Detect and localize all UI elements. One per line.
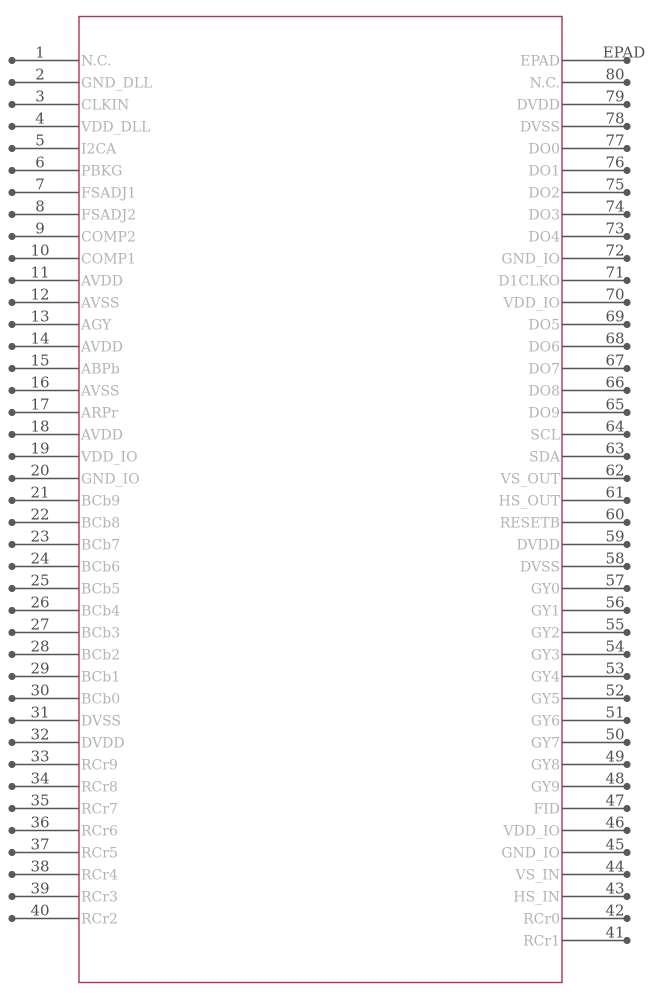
pin-number: 33 (30, 747, 50, 766)
pin-number: 20 (30, 461, 50, 480)
pin-name: DO6 (528, 339, 560, 356)
pin-name: RCr2 (81, 911, 118, 928)
pin-number: 65 (605, 395, 625, 414)
pin-name: VS_OUT (500, 471, 560, 488)
pin-name: GND_IO (501, 845, 560, 862)
pin-name: DO2 (528, 185, 560, 202)
pin-number: 31 (30, 703, 50, 722)
pin-terminal-dot (8, 717, 15, 724)
pin-name: FSADJ1 (81, 185, 137, 202)
pin-number: 79 (605, 87, 625, 106)
pin-name: RCr5 (81, 845, 118, 862)
pin-number: 29 (30, 659, 50, 678)
pin-terminal-dot (8, 783, 15, 790)
pin-number: 16 (30, 373, 50, 392)
pin-number: 18 (30, 417, 50, 436)
pin-number: 68 (605, 329, 625, 348)
pin-name: AVDD (81, 339, 123, 356)
pin-name: GY5 (530, 691, 560, 708)
pin-number: 75 (605, 175, 625, 194)
pin-terminal-dot (8, 827, 15, 834)
pin-number: 7 (35, 175, 45, 194)
pin-terminal-dot (8, 739, 15, 746)
pin-number: 26 (30, 593, 50, 612)
pin-terminal-dot (8, 255, 15, 262)
pin-name: DO0 (528, 141, 560, 158)
pin-number: 25 (30, 571, 50, 590)
pin-name: HS_IN (513, 889, 560, 906)
pin-name: D1CLKO (498, 273, 560, 290)
pin-number: 24 (30, 549, 50, 568)
pin-name: GY6 (530, 713, 560, 730)
pin-number: 27 (30, 615, 50, 634)
pin-number: 74 (605, 197, 625, 216)
pin-name: DO8 (528, 383, 560, 400)
pin-name: DVSS (519, 119, 560, 136)
pin-name: VDD_IO (503, 295, 560, 312)
pin-name: VDD_DLL (81, 119, 151, 136)
pin-number: 9 (35, 219, 45, 238)
pin-terminal-dot (8, 211, 15, 218)
pin-name: ABPb (81, 361, 120, 378)
pin-name: BCb0 (81, 691, 121, 708)
pin-number: 6 (35, 153, 45, 172)
pin-name: BCb5 (81, 581, 121, 598)
pin-terminal-dot (8, 321, 15, 328)
pin-name: GY7 (530, 735, 560, 752)
pin-name: DO5 (528, 317, 560, 334)
pin-name: DO3 (528, 207, 560, 224)
pin-name: RESETB (499, 515, 560, 532)
pin-number: 48 (605, 769, 625, 788)
pin-name: GY9 (530, 779, 560, 796)
pin-number: 59 (605, 527, 625, 546)
pin-terminal-dot (8, 585, 15, 592)
pin-name: DO4 (528, 229, 560, 246)
pin-terminal-dot (8, 299, 15, 306)
pin-number: 12 (30, 285, 50, 304)
pin-number: 2 (35, 65, 45, 84)
pin-number: 11 (30, 263, 50, 282)
pin-terminal-dot (8, 563, 15, 570)
pin-name: RCr9 (81, 757, 118, 774)
pin-name: HS_OUT (498, 493, 560, 510)
pin-name: DO9 (528, 405, 560, 422)
pin-number: 56 (605, 593, 625, 612)
pin-number: 58 (605, 549, 625, 568)
pin-terminal-dot (8, 651, 15, 658)
pin-terminal-dot (8, 805, 15, 812)
pin-name: BCb4 (81, 603, 121, 620)
pin-number: 35 (30, 791, 50, 810)
pin-number: 69 (605, 307, 625, 326)
pin-name: FID (533, 801, 560, 818)
pin-number: 46 (605, 813, 625, 832)
pin-number: 22 (30, 505, 50, 524)
pin-number: 38 (30, 857, 50, 876)
pin-terminal-dot (8, 607, 15, 614)
pin-number: 30 (30, 681, 50, 700)
pin-name: GY1 (530, 603, 560, 620)
pin-number: 73 (605, 219, 625, 238)
pin-number: 40 (30, 901, 50, 920)
pin-number: 57 (605, 571, 625, 590)
pin-name: RCr3 (81, 889, 118, 906)
pin-terminal-dot (8, 343, 15, 350)
pin-number: 15 (30, 351, 50, 370)
pin-number: 50 (605, 725, 625, 744)
pin-name: AGY (81, 317, 112, 334)
pin-terminal-dot (8, 387, 15, 394)
pin-name: DVDD (516, 97, 560, 114)
pin-name: COMP2 (81, 229, 136, 246)
pin-number: 14 (30, 329, 50, 348)
pin-number: 45 (605, 835, 625, 854)
pin-number: 13 (30, 307, 50, 326)
pin-terminal-dot (8, 695, 15, 702)
pin-name: VDD_IO (503, 823, 560, 840)
pin-name: BCb7 (81, 537, 121, 554)
pin-number: 28 (30, 637, 50, 656)
pin-terminal-dot (8, 453, 15, 460)
right-pin-column (498, 44, 645, 950)
pin-number: 42 (605, 901, 625, 920)
pin-name: AVSS (81, 383, 120, 400)
pin-name: BCb2 (81, 647, 121, 664)
pin-name: DVSS (81, 713, 122, 730)
pin-number: 5 (35, 131, 45, 150)
pin-terminal-dot (8, 475, 15, 482)
pin-name: VDD_IO (81, 449, 138, 466)
pin-name: SCL (530, 427, 560, 444)
pin-terminal-dot (8, 893, 15, 900)
pin-terminal-dot (8, 409, 15, 416)
pin-name: PBKG (81, 163, 123, 180)
pin-terminal-dot (8, 57, 15, 64)
pin-terminal-dot (8, 101, 15, 108)
pin-terminal-dot (8, 629, 15, 636)
pin-name: RCr4 (81, 867, 118, 884)
pin-number: 78 (605, 109, 625, 128)
pin-name: BCb3 (81, 625, 121, 642)
pin-name: N.C. (81, 53, 112, 70)
pin-number: 37 (30, 835, 50, 854)
pin-name: RCr7 (81, 801, 118, 818)
pin-name: RCr6 (81, 823, 118, 840)
pin-name: BCb1 (81, 669, 121, 686)
pin-name: CLKIN (81, 97, 130, 114)
pin-number: 17 (30, 395, 50, 414)
pin-number: 70 (605, 285, 625, 304)
pin-terminal-dot (8, 79, 15, 86)
pin-terminal-dot (8, 497, 15, 504)
pin-number: 36 (30, 813, 50, 832)
pin-number: 64 (605, 417, 625, 436)
pin-number: 55 (605, 615, 625, 634)
pin-name: DVSS (519, 559, 560, 576)
pin-number: 80 (605, 65, 625, 84)
pin-terminal-dot (8, 233, 15, 240)
pin-name: GY0 (530, 581, 560, 598)
pin-number: 8 (35, 197, 45, 216)
pin-name: RCr1 (523, 933, 560, 950)
pin-number: 71 (605, 263, 625, 282)
pin-number: 54 (605, 637, 625, 656)
pin-name: DVDD (81, 735, 125, 752)
pin-name: RCr8 (81, 779, 118, 796)
pin-number: 49 (605, 747, 625, 766)
pin-name: FSADJ2 (81, 207, 137, 224)
pin-name: VS_IN (515, 867, 560, 884)
pin-name: N.C. (529, 75, 560, 92)
pin-epad (520, 44, 645, 70)
pin-terminal-dot (8, 871, 15, 878)
pin-number: 32 (30, 725, 50, 744)
pin-number: 23 (30, 527, 50, 546)
pin-1 (8, 44, 111, 70)
pin-name: EPAD (520, 53, 560, 70)
pin-number: 76 (605, 153, 625, 172)
pin-number: 66 (605, 373, 625, 392)
pin-terminal-dot (8, 541, 15, 548)
pin-number: 1 (35, 43, 45, 62)
pin-name: GND_DLL (81, 75, 153, 92)
pin-terminal-dot (8, 189, 15, 196)
pin-number: 62 (605, 461, 625, 480)
pin-terminal-dot (8, 167, 15, 174)
pin-number: 21 (30, 483, 50, 502)
pin-name: AVDD (81, 273, 123, 290)
pin-name: GY4 (530, 669, 560, 686)
pin-number: 61 (605, 483, 625, 502)
pin-terminal-dot (8, 915, 15, 922)
pin-name: GY2 (530, 625, 560, 642)
pin-number: 60 (605, 505, 625, 524)
pin-name: COMP1 (81, 251, 136, 268)
pin-number: 3 (35, 87, 45, 106)
pin-name: BCb8 (81, 515, 121, 532)
pin-name: GY3 (530, 647, 560, 664)
pin-number: 51 (605, 703, 625, 722)
pin-number: 63 (605, 439, 625, 458)
pin-terminal-dot (8, 145, 15, 152)
pin-name: AVDD (81, 427, 123, 444)
pin-name: SDA (529, 449, 560, 466)
pin-terminal-dot (8, 365, 15, 372)
pin-terminal-dot (8, 123, 15, 130)
pin-name: BCb6 (81, 559, 121, 576)
pin-terminal-dot (8, 761, 15, 768)
pin-terminal-dot (8, 673, 15, 680)
pin-number: 53 (605, 659, 625, 678)
pin-terminal-dot (8, 519, 15, 526)
pin-number: EPAD (602, 43, 646, 62)
pin-name: GND_IO (501, 251, 560, 268)
pin-number: 41 (605, 923, 625, 942)
pin-terminal-dot (8, 277, 15, 284)
pin-name: DO7 (528, 361, 560, 378)
pin-terminal-dot (8, 431, 15, 438)
pin-number: 52 (605, 681, 625, 700)
pin-number: 34 (30, 769, 50, 788)
pin-name: DVDD (516, 537, 560, 554)
pin-name: BCb9 (81, 493, 121, 510)
pin-number: 43 (605, 879, 625, 898)
pin-number: 39 (30, 879, 50, 898)
pin-number: 44 (605, 857, 625, 876)
pin-number: 4 (35, 109, 45, 128)
pin-number: 47 (605, 791, 625, 810)
ic-body-outline (79, 17, 562, 983)
pin-name: GND_IO (81, 471, 140, 488)
pin-name: I2CA (81, 141, 117, 158)
pin-number: 72 (605, 241, 625, 260)
pin-number: 19 (30, 439, 50, 458)
pin-number: 10 (30, 241, 50, 260)
pin-name: AVSS (81, 295, 120, 312)
pin-number: 77 (605, 131, 625, 150)
pin-name: GY8 (530, 757, 560, 774)
pin-name: RCr0 (523, 911, 560, 928)
pin-terminal-dot (8, 849, 15, 856)
left-pin-column (8, 44, 152, 928)
pin-name: DO1 (528, 163, 560, 180)
pin-number: 67 (605, 351, 625, 370)
pin-name: ARPr (81, 405, 118, 422)
